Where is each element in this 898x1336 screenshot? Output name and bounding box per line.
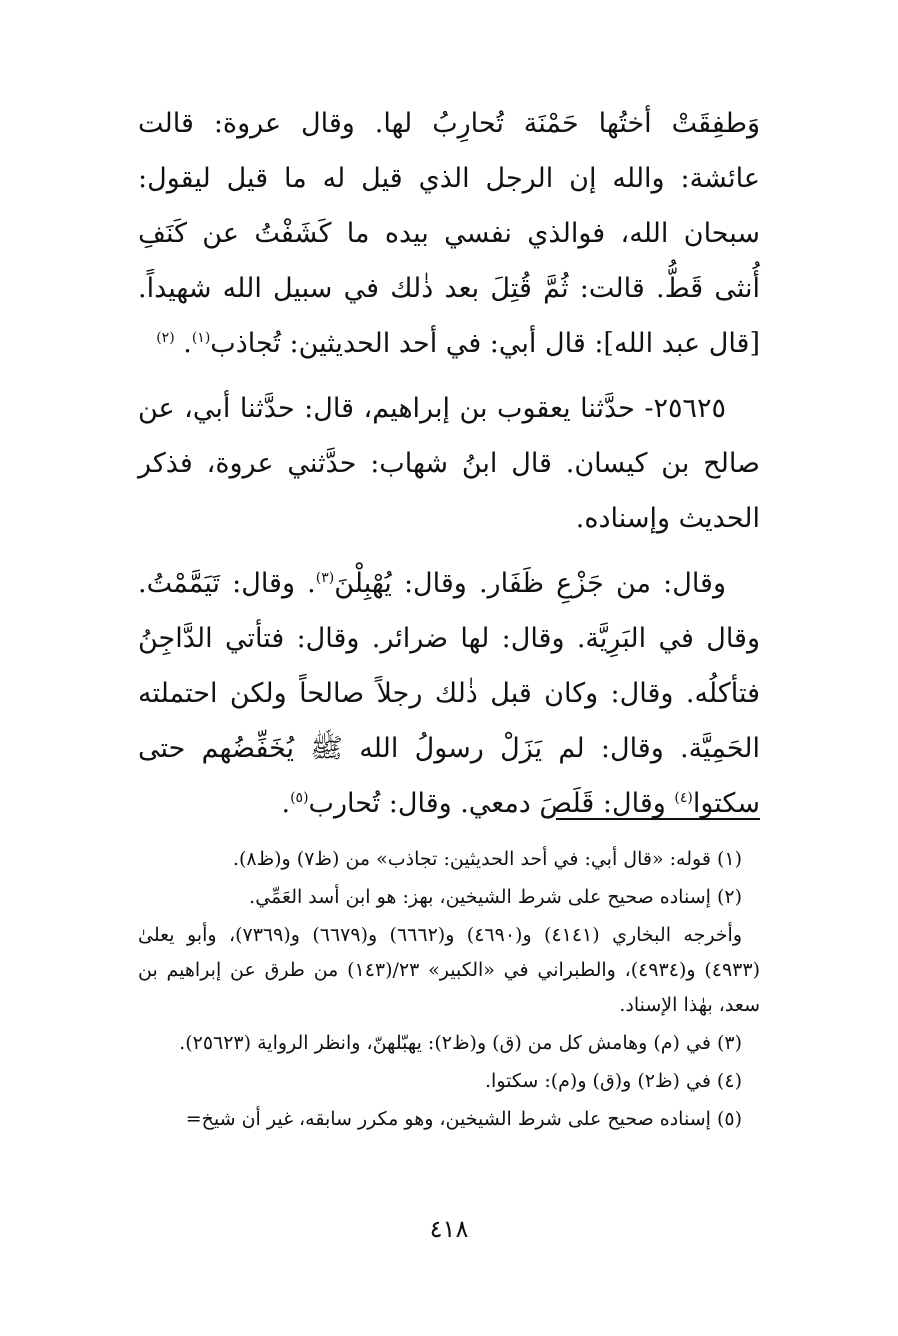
paragraph-1-tail: . bbox=[174, 328, 192, 359]
footnote-ref-2: (٢) bbox=[156, 330, 175, 346]
footnote-3: (٣) في (م) وهامش كل من (ق) و(ظ٢): يهبّلهنّ، وانظر الرواية (٢٥٦٢٣). bbox=[179, 1032, 742, 1054]
paragraph-3-b: . وقال: تَيَمَّمْتُ. وقال في البَرِيَّة. وقال: لها ضرائر. وقال: فتأتي الدَّاجِنُ فتأكلُه. وقال: وكان قبل ذٰلك رجلاً صالحاً ولكن احتملته الحَمِيَّة. وقال: لم يَزَلْ رسولُ الله ﷺ يُخَفِّضُهم حتى سكتوا bbox=[138, 568, 760, 819]
paragraph-3-a: وقال: من جَزْعِ ظَفَار. وقال: يُهْبِلْنَ bbox=[334, 568, 726, 599]
paragraph-3-c: وقال: قَلَصَ دمعي. وقال: تُحارب bbox=[308, 788, 675, 819]
footnote-2: (٢) إسناده صحيح على شرط الشيخين، بهز: هو ابن أسد العَمِّي. bbox=[249, 886, 742, 908]
footnote-ref-1: (١) bbox=[191, 330, 211, 346]
footnote-divider bbox=[556, 818, 760, 820]
paragraph-3-d: . bbox=[281, 788, 291, 819]
footnotes bbox=[138, 842, 760, 1137]
hadith-25625: ٢٥٦٢٥- حدَّثنا يعقوب بن إبراهيم، قال: حدَّثنا أبي، عن صالح بن كيسان. قال ابنُ شهاب: حدَّثني عروة، فذكر الحديث وإسناده. bbox=[138, 393, 760, 534]
footnote-4: (٤) في (ظ٢) و(ق) و(م): سكتوا. bbox=[485, 1070, 742, 1092]
footnote-2-continued: وأخرجه البخاري (٤١٤١) و(٤٦٩٠) و(٦٦٦٢) و(٦٦٧٩) و(٧٣٦٩)، وأبو يعلىٰ (٤٩٣٣) و(٤٩٣٤)، والطبراني في «الكبير» ٢٣/(١٤٣) من طرق عن إبراهيم بن سعد، بهٰذا الإسناد. bbox=[138, 924, 760, 1016]
footnote-5: (٥) إسناده صحيح على شرط الشيخين، وهو مكرر سابقه، غير أن شيخ= bbox=[185, 1108, 742, 1130]
paragraph-1 bbox=[138, 96, 760, 371]
footnote-ref-4: (٤) bbox=[674, 790, 693, 806]
footnote-ref-3: (٣) bbox=[315, 570, 335, 586]
main-text bbox=[138, 96, 760, 831]
page-number: ٤١٨ bbox=[429, 1215, 469, 1243]
paragraph-1-text: وَطفِقَتْ أختُها حَمْنَة تُحارِبُ لها. وقال عروة: قالت عائشة: والله إن الرجل الذي قيل له ما قيل ليقول: سبحان الله، فوالذي نفسي بيده ما كَشَفْتُ عن كَنَفِ أُنثى قَطُّ. قالت: ثُمَّ قُتِلَ بعد ذٰلك في سبيل الله شهيداً. [قال عبد الله]: قال أبي: في أحد الحديثين: تُجاذب bbox=[138, 108, 760, 359]
footnote-1: (١) قوله: «قال أبي: في أحد الحديثين: تجاذب» من (ظ٧) و(ظ٨). bbox=[232, 848, 742, 870]
footnote-ref-5: (٥) bbox=[290, 790, 309, 806]
paragraph-3 bbox=[138, 556, 760, 831]
paragraph-2 bbox=[138, 381, 760, 546]
